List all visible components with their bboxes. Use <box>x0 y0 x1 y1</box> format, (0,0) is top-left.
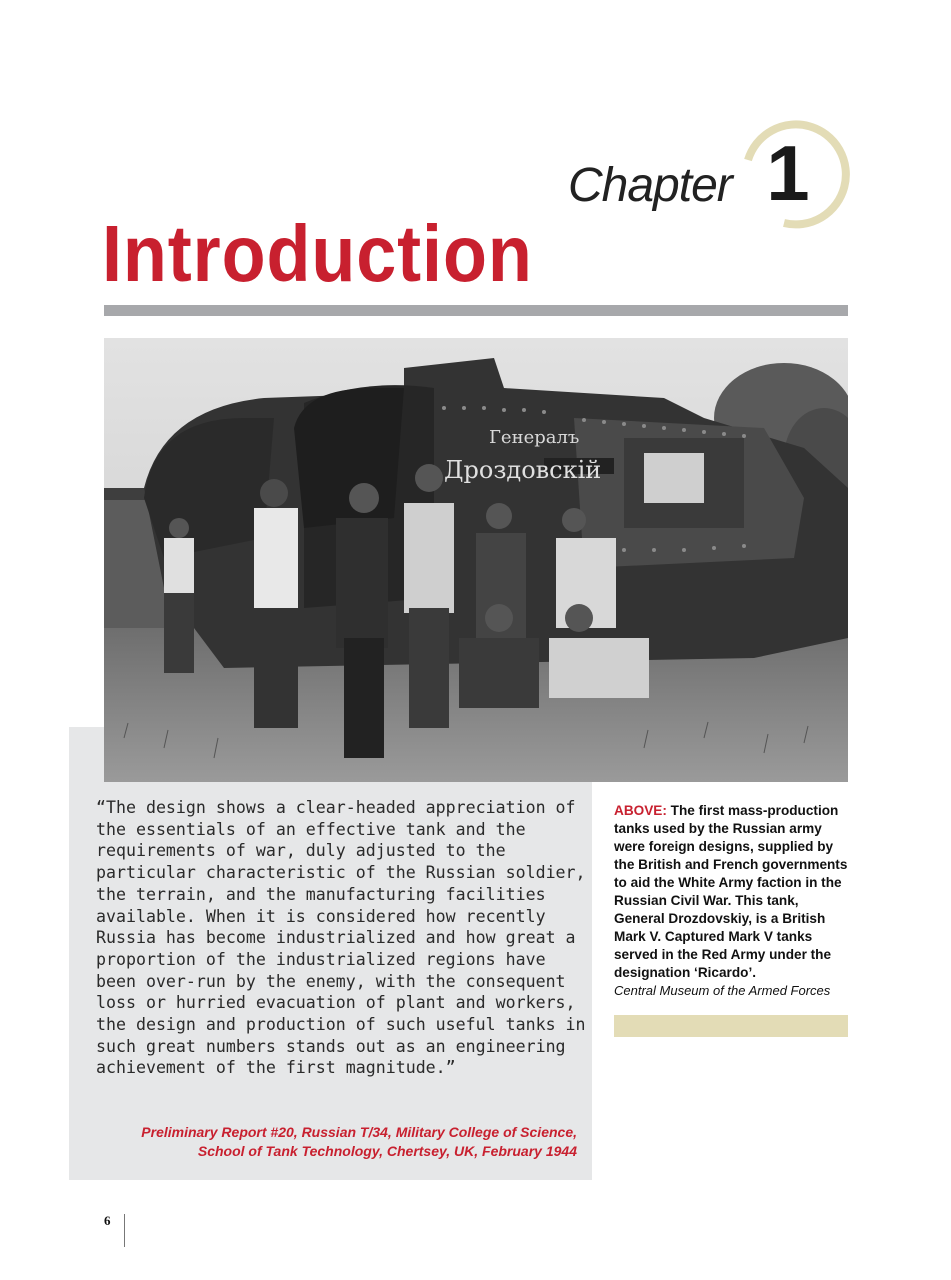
tank-photograph <box>104 338 848 782</box>
page-number-divider <box>124 1214 125 1247</box>
chapter-label: Chapter <box>568 159 732 212</box>
chapter-number: 1 <box>766 129 810 217</box>
caption-lead: ABOVE: <box>614 803 667 818</box>
attribution-line: Preliminary Report #20, Russian T/34, Military College of Science, <box>141 1124 577 1140</box>
quote-attribution <box>100 1123 577 1161</box>
attribution-line: School of Tank Technology, Chertsey, UK, February 1944 <box>197 1143 577 1159</box>
photo-caption <box>614 802 850 1000</box>
page-number: 6 <box>104 1213 111 1228</box>
tank-marking-line1: Генералъ <box>489 427 580 448</box>
tank-marking-line2: Дроздовскiй <box>444 456 602 484</box>
caption-credit: Central Museum of the Armed Forces <box>614 983 831 998</box>
page-title: Introduction <box>102 209 533 298</box>
quote-text: “The design shows a clear-headed appreciation of the essentials of an effective tank and the requirements of war, duly adjusted to the particular characteristic of the Russian soldier, the terrain, and the manufacturing facilities available. When it is considered how recently Russia has become industrialized and how great a proportion of the industrialized regions have been over-run by the enemy, with the consequent loss or hurried evacuation of plant and workers, the design and production of such useful tanks in such great numbers stands out as an engineering achievement of the first magnitude.” <box>96 798 586 1078</box>
caption-accent-bar <box>614 1015 848 1037</box>
title-divider <box>104 305 848 316</box>
caption-body: The first mass-production tanks used by the Russian army were foreign designs, supplied by the British and French governments to aid the White Army faction in the Russian Civil War. This tank, General Drozdovskiy, is a British Mark V. Captured Mark V tanks served in the Red Army under the designation ‘Ricardo’. <box>614 803 848 980</box>
